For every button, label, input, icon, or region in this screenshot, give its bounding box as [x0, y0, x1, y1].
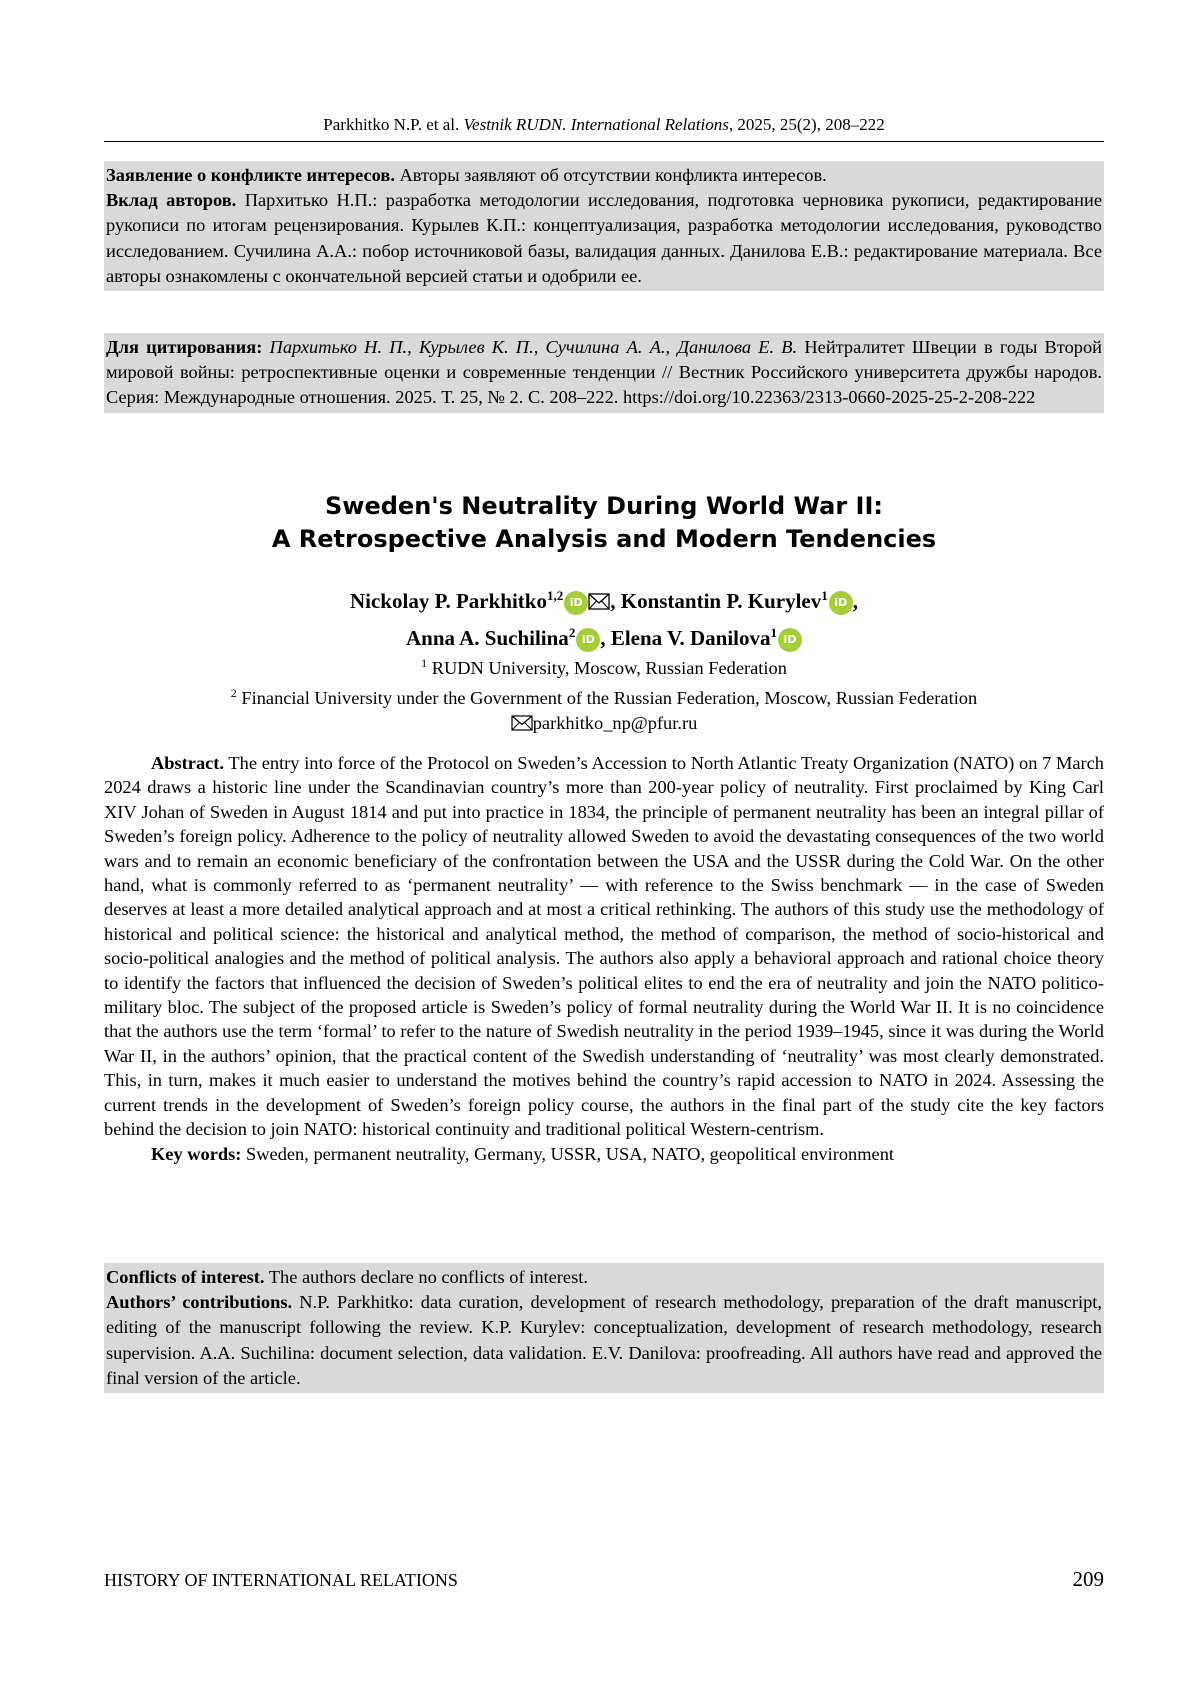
citation-label: Для цитирования: [106, 337, 262, 357]
en-contrib-label: Authors’ contributions. [106, 1292, 292, 1312]
author-affil-sup: 1 [821, 588, 828, 603]
affiliation-2 [104, 681, 1104, 711]
orcid-icon[interactable]: iD [564, 591, 588, 615]
running-head [104, 113, 1104, 137]
en-statement-box [104, 1263, 1104, 1393]
en-conflict-label: Conflicts of interest. [106, 1267, 265, 1287]
journal-page [0, 0, 1200, 1697]
ru-statement-box [104, 161, 1104, 291]
en-contrib-text: N.P. Parkhitko: data curation, development of research methodology, preparation of the draft manuscript, editing of the manuscript following the review. K.P. Kurylev: conceptualization, development of research methodology, research supervision. A.A. Suchilina: document selection, data validation. E.V. Danilova: proofreading. All authors have read and approved the final version of the article. [106, 1292, 1102, 1388]
article-title [104, 490, 1104, 556]
corresponding-email[interactable]: parkhitko_np@pfur.ru [533, 713, 698, 733]
header-rule [104, 141, 1104, 142]
ru-contrib-text: Пархитько Н.П.: разработка методологии исследования, подготовка черновика рукописи, редактирование рукописи по итогам рецензирования. Курылев К.П.: концептуализация, разработка методологии исследования, руководство исследованием. Сучилина А.А.: побор источниковой базы, валидация данных. Данилова Е.В.: редактирование материала. Все авторы ознакомлены с окончательной версией статьи и одобрили ее. [106, 190, 1102, 286]
author-affil-sup: 1 [771, 625, 778, 640]
abstract-label: Abstract. [151, 753, 224, 773]
affiliations [104, 651, 1104, 736]
ru-contrib-label: Вклад авторов. [106, 190, 236, 210]
envelope-icon[interactable] [588, 593, 610, 610]
ru-conflict-text: Авторы заявляют об отсутствии конфликта интересов. [395, 165, 827, 185]
en-contrib-paragraph [106, 1290, 1102, 1391]
affiliation-2-text: Financial University under the Government of the Russian Federation, Moscow, Russian Federation [237, 688, 977, 708]
citation-paragraph [106, 335, 1102, 411]
affiliation-1-text: RUDN University, Moscow, Russian Federation [427, 658, 787, 678]
author-name: Konstantin P. Kurylev [621, 589, 822, 613]
authors-line-2: Anna A. Suchilina2 iD , Elena V. Danilova1 iD [104, 617, 1104, 654]
abstract-paragraph [104, 751, 1104, 1142]
footer-page-number: 209 [1073, 1566, 1105, 1592]
running-head-journal: Vestnik RUDN. International Relations [464, 115, 729, 134]
affiliation-1-number: 1 [421, 656, 427, 670]
abstract-text: The entry into force of the Protocol on Sweden’s Accession to North Atlantic Treaty Organization (NATO) on 7 March 2024 draws a historic line under the Scandinavian country’s more than 200-year policy of neutrality. First proclaimed by King Carl XIV Johan of Sweden in August 1814 and put into practice in 1834, the principle of permanent neutrality has been an integral pillar of Sweden’s foreign policy. Adherence to the policy of neutrality allowed Sweden to avoid the devastating consequences of the two world wars and to remain an economic beneficiary of the confrontation between the USA and the USSR during the Cold War. On the other hand, what is commonly referred to as ‘permanent neutrality’ — with reference to the Swiss benchmark — in the case of Sweden deserves at least a more detailed analytical approach and at most a critical rethinking. The authors of this study use the methodology of historical and political science: the historical and analytical method, the method of comparison, the method of socio-historical and socio-political analogies and the method of political analysis. The authors also apply a behavioral approach and rational choice theory to identify the factors that influenced the decision of Sweden’s political elites to end the era of neutrality and join the NATO politico-military bloc. The subject of the proposed article is Sweden’s policy of formal neutrality during the World War II. It is no coincidence that the authors use the term ‘formal’ to refer to the nature of Swedish neutrality in the period 1939–1945, since it was during the World War II, in the authors’ opinion, that the practical content of the Swedish understanding of ‘neutrality’ was most clearly demonstrated. This, in turn, makes it much easier to understand the motives behind the country’s rapid accession to NATO in 2024. Assessing the current trends in the development of Sweden’s foreign policy course, the authors in the final part of the study cite the key factors behind the decision to join NATO: historical continuity and traditional political Western-centrism. [104, 753, 1104, 1139]
author-affil-sup: 2 [569, 625, 576, 640]
keywords-paragraph [104, 1142, 1104, 1166]
author-list [104, 580, 1104, 654]
author-name: Elena V. Danilova [611, 626, 771, 650]
author-name: Anna A. Suchilina [406, 626, 569, 650]
affiliation-2-number: 2 [231, 686, 237, 700]
ru-contrib-paragraph [106, 188, 1102, 289]
en-conflict-line [106, 1265, 1102, 1290]
orcid-icon[interactable]: iD [778, 628, 802, 652]
orcid-icon[interactable]: iD [829, 591, 853, 615]
title-line-2: A Retrospective Analysis and Modern Tendencies [104, 523, 1104, 556]
authors-line-1: Nickolay P. Parkhitko1,2 iD , Konstantin P. Kurylev1 iD , [104, 580, 1104, 617]
footer-section-title: HISTORY OF INTERNATIONAL RELATIONS [104, 1568, 458, 1592]
orcid-icon[interactable]: iD [576, 628, 600, 652]
citation-authors: Пархитько Н. П., Курылев К. П., Сучилина А. А., Данилова Е. В. [262, 337, 797, 357]
abstract-section [104, 751, 1104, 1166]
en-conflict-text: The authors declare no conflicts of interest. [265, 1267, 588, 1287]
corresponding-email-line [104, 711, 1104, 736]
running-head-authors: Parkhitko N.P. et al. [323, 115, 459, 134]
ru-conflict-label: Заявление о конфликте интересов. [106, 165, 395, 185]
citation-box [104, 333, 1104, 413]
title-line-1: Sweden's Neutrality During World War II: [104, 490, 1104, 523]
keywords-text: Sweden, permanent neutrality, Germany, USSR, USA, NATO, geopolitical environment [241, 1144, 894, 1164]
author-name: Nickolay P. Parkhitko [350, 589, 547, 613]
affiliation-1 [104, 651, 1104, 681]
ru-conflict-line [106, 163, 1102, 188]
envelope-icon [511, 715, 533, 731]
citation-text: Нейтралитет Швеции в годы Второй мировой войны: ретроспективные оценки и современные тенденции // Вестник Российского университета дружбы народов. Серия: Международные отношения. 2025. Т. 25, № 2. С. 208–222. https://doi.org/10.22363/2313-0660-2025-25-2-208-222 [106, 337, 1102, 407]
keywords-label: Key words: [151, 1144, 241, 1164]
author-affil-sup: 1,2 [547, 588, 563, 603]
running-head-citation: , 2025, 25(2), 208–222 [729, 115, 885, 134]
